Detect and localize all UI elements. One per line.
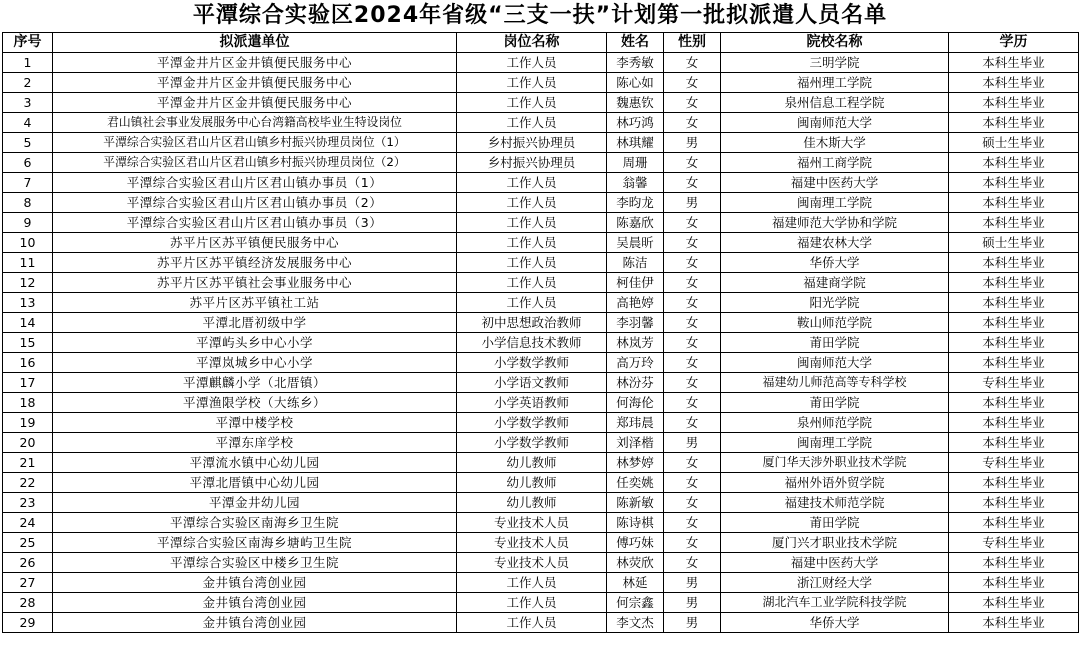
cell-degree: 硕士生毕业 (949, 233, 1079, 253)
cell-gender: 女 (664, 533, 721, 553)
cell-position: 小学语文教师 (457, 373, 607, 393)
cell-school: 华侨大学 (721, 613, 949, 633)
table-row (3, 373, 1079, 393)
cell-unit: 平潭综合实验区君山片区君山镇办事员（2） (53, 193, 457, 213)
cell-school: 闽南理工学院 (721, 193, 949, 213)
table-row (3, 53, 1079, 73)
cell-name: 陈新敏 (607, 493, 664, 513)
cell-position: 工作人员 (457, 613, 607, 633)
cell-position: 工作人员 (457, 113, 607, 133)
cell-school: 华侨大学 (721, 253, 949, 273)
cell-unit: 平潭北厝初级中学 (53, 313, 457, 333)
table-row (3, 353, 1079, 373)
cell-school: 莆田学院 (721, 333, 949, 353)
cell-unit: 平潭综合实验区君山片区君山镇办事员（1） (53, 173, 457, 193)
cell-gender: 女 (664, 213, 721, 233)
cell-gender: 男 (664, 593, 721, 613)
cell-school: 闽南师范大学 (721, 353, 949, 373)
table-row (3, 573, 1079, 593)
cell-index: 28 (3, 593, 53, 613)
cell-position: 工作人员 (457, 253, 607, 273)
cell-degree: 本科生毕业 (949, 473, 1079, 493)
cell-school: 福建师范大学协和学院 (721, 213, 949, 233)
cell-name: 任奕姚 (607, 473, 664, 493)
cell-index: 21 (3, 453, 53, 473)
cell-degree: 本科生毕业 (949, 353, 1079, 373)
cell-degree: 本科生毕业 (949, 333, 1079, 353)
cell-index: 19 (3, 413, 53, 433)
cell-unit: 君山镇社会事业发展服务中心台湾籍高校毕业生特设岗位 (53, 113, 457, 133)
cell-school: 闽南师范大学 (721, 113, 949, 133)
cell-unit: 平潭综合实验区南海乡塘屿卫生院 (53, 533, 457, 553)
cell-unit: 平潭金井幼儿园 (53, 493, 457, 513)
cell-name: 郑玮晨 (607, 413, 664, 433)
cell-position: 幼儿教师 (457, 453, 607, 473)
cell-unit: 平潭屿头乡中心小学 (53, 333, 457, 353)
cell-unit: 平潭综合实验区君山片区君山镇乡村振兴协理员岗位（1） (53, 133, 457, 153)
cell-position: 工作人员 (457, 73, 607, 93)
cell-index: 23 (3, 493, 53, 513)
cell-name: 李羽馨 (607, 313, 664, 333)
cell-index: 12 (3, 273, 53, 293)
cell-degree: 本科生毕业 (949, 513, 1079, 533)
cell-degree: 本科生毕业 (949, 433, 1079, 453)
cell-degree: 本科生毕业 (949, 193, 1079, 213)
table-row (3, 453, 1079, 473)
cell-degree: 专科生毕业 (949, 533, 1079, 553)
cell-school: 泉州师范学院 (721, 413, 949, 433)
cell-degree: 专科生毕业 (949, 373, 1079, 393)
cell-gender: 女 (664, 553, 721, 573)
cell-gender: 女 (664, 293, 721, 313)
table-row (3, 333, 1079, 353)
cell-degree: 本科生毕业 (949, 553, 1079, 573)
table-row (3, 413, 1079, 433)
personnel-table (2, 32, 1079, 633)
cell-index: 26 (3, 553, 53, 573)
cell-degree: 本科生毕业 (949, 53, 1079, 73)
cell-index: 4 (3, 113, 53, 133)
cell-gender: 女 (664, 253, 721, 273)
table-row (3, 193, 1079, 213)
cell-gender: 女 (664, 273, 721, 293)
cell-unit: 平潭金井片区金井镇便民服务中心 (53, 93, 457, 113)
cell-degree: 本科生毕业 (949, 253, 1079, 273)
cell-unit: 平潭东庠学校 (53, 433, 457, 453)
table-row (3, 113, 1079, 133)
cell-unit: 苏平片区苏平镇社工站 (53, 293, 457, 313)
table-row (3, 153, 1079, 173)
cell-index: 7 (3, 173, 53, 193)
cell-unit: 平潭麒麟小学（北厝镇） (53, 373, 457, 393)
cell-position: 工作人员 (457, 573, 607, 593)
cell-school: 福州外语外贸学院 (721, 473, 949, 493)
cell-school: 莆田学院 (721, 513, 949, 533)
cell-degree: 本科生毕业 (949, 173, 1079, 193)
cell-school: 福建中医药大学 (721, 553, 949, 573)
table-row (3, 253, 1079, 273)
cell-name: 李秀敏 (607, 53, 664, 73)
cell-position: 工作人员 (457, 173, 607, 193)
cell-school: 福州工商学院 (721, 153, 949, 173)
cell-name: 何海伦 (607, 393, 664, 413)
cell-school: 福建幼儿师范高等专科学校 (721, 373, 949, 393)
cell-index: 5 (3, 133, 53, 153)
cell-unit: 平潭岚城乡中心小学 (53, 353, 457, 373)
cell-unit: 平潭综合实验区南海乡卫生院 (53, 513, 457, 533)
cell-school: 福州理工学院 (721, 73, 949, 93)
cell-index: 29 (3, 613, 53, 633)
cell-school: 阳光学院 (721, 293, 949, 313)
cell-name: 陈嘉欣 (607, 213, 664, 233)
cell-index: 27 (3, 573, 53, 593)
cell-gender: 男 (664, 613, 721, 633)
table-row (3, 433, 1079, 453)
cell-name: 陈心如 (607, 73, 664, 93)
cell-school: 浙江财经大学 (721, 573, 949, 593)
cell-index: 1 (3, 53, 53, 73)
cell-position: 专业技术人员 (457, 553, 607, 573)
cell-unit: 平潭金井片区金井镇便民服务中心 (53, 73, 457, 93)
cell-name: 林汾芬 (607, 373, 664, 393)
cell-gender: 女 (664, 513, 721, 533)
cell-gender: 女 (664, 453, 721, 473)
cell-school: 泉州信息工程学院 (721, 93, 949, 113)
cell-name: 林巧鸿 (607, 113, 664, 133)
col-header-position: 岗位名称 (457, 33, 607, 53)
cell-unit: 平潭中楼学校 (53, 413, 457, 433)
cell-position: 工作人员 (457, 193, 607, 213)
col-header-index: 序号 (3, 33, 53, 53)
cell-degree: 本科生毕业 (949, 393, 1079, 413)
cell-unit: 平潭流水镇中心幼儿园 (53, 453, 457, 473)
cell-position: 工作人员 (457, 593, 607, 613)
cell-degree: 本科生毕业 (949, 93, 1079, 113)
cell-name: 林梦婷 (607, 453, 664, 473)
cell-position: 幼儿教师 (457, 473, 607, 493)
cell-position: 小学数学教师 (457, 433, 607, 453)
cell-unit: 苏平片区苏平镇经济发展服务中心 (53, 253, 457, 273)
cell-degree: 本科生毕业 (949, 293, 1079, 313)
cell-name: 吴晨昕 (607, 233, 664, 253)
cell-school: 佳木斯大学 (721, 133, 949, 153)
cell-position: 初中思想政治教师 (457, 313, 607, 333)
cell-index: 16 (3, 353, 53, 373)
cell-name: 林琪耀 (607, 133, 664, 153)
table-row (3, 133, 1079, 153)
cell-name: 李文杰 (607, 613, 664, 633)
cell-index: 13 (3, 293, 53, 313)
cell-name: 刘泽楷 (607, 433, 664, 453)
cell-school: 鞍山师范学院 (721, 313, 949, 333)
table-row (3, 493, 1079, 513)
cell-index: 20 (3, 433, 53, 453)
cell-degree: 本科生毕业 (949, 573, 1079, 593)
cell-position: 工作人员 (457, 233, 607, 253)
cell-degree: 本科生毕业 (949, 613, 1079, 633)
table-row (3, 173, 1079, 193)
cell-position: 小学信息技术教师 (457, 333, 607, 353)
cell-index: 8 (3, 193, 53, 213)
cell-gender: 女 (664, 233, 721, 253)
cell-gender: 女 (664, 153, 721, 173)
cell-position: 小学数学教师 (457, 353, 607, 373)
cell-degree: 本科生毕业 (949, 493, 1079, 513)
cell-index: 17 (3, 373, 53, 393)
cell-unit: 平潭综合实验区君山片区君山镇乡村振兴协理员岗位（2） (53, 153, 457, 173)
table-row (3, 593, 1079, 613)
table-row (3, 293, 1079, 313)
cell-name: 高艳婷 (607, 293, 664, 313)
cell-gender: 男 (664, 573, 721, 593)
table-row (3, 393, 1079, 413)
cell-gender: 女 (664, 333, 721, 353)
cell-position: 工作人员 (457, 93, 607, 113)
table-row (3, 553, 1079, 573)
table-body (3, 53, 1079, 633)
cell-school: 湖北汽车工业学院科技学院 (721, 593, 949, 613)
cell-school: 福建中医药大学 (721, 173, 949, 193)
cell-index: 25 (3, 533, 53, 553)
cell-position: 乡村振兴协理员 (457, 153, 607, 173)
cell-name: 柯佳伊 (607, 273, 664, 293)
cell-unit: 金井镇台湾创业园 (53, 573, 457, 593)
cell-degree: 本科生毕业 (949, 113, 1079, 133)
cell-index: 9 (3, 213, 53, 233)
cell-name: 周珊 (607, 153, 664, 173)
table-header (3, 33, 1079, 53)
cell-index: 18 (3, 393, 53, 413)
cell-degree: 本科生毕业 (949, 73, 1079, 93)
header-row (3, 33, 1079, 53)
cell-index: 6 (3, 153, 53, 173)
cell-position: 小学数学教师 (457, 413, 607, 433)
cell-school: 莆田学院 (721, 393, 949, 413)
cell-degree: 专科生毕业 (949, 453, 1079, 473)
cell-school: 福建农林大学 (721, 233, 949, 253)
cell-position: 工作人员 (457, 213, 607, 233)
cell-unit: 金井镇台湾创业园 (53, 593, 457, 613)
cell-gender: 女 (664, 353, 721, 373)
cell-index: 15 (3, 333, 53, 353)
table-row (3, 533, 1079, 553)
cell-unit: 苏平片区苏平镇便民服务中心 (53, 233, 457, 253)
table-row (3, 93, 1079, 113)
col-header-name: 姓名 (607, 33, 664, 53)
cell-unit: 平潭北厝镇中心幼儿园 (53, 473, 457, 493)
cell-name: 翁馨 (607, 173, 664, 193)
table-row (3, 513, 1079, 533)
cell-gender: 女 (664, 113, 721, 133)
col-header-degree: 学历 (949, 33, 1079, 53)
page-title: 平潭综合实验区2024年省级“三支一扶”计划第一批拟派遣人员名单 (192, 3, 888, 28)
table-row (3, 313, 1079, 333)
cell-gender: 女 (664, 173, 721, 193)
cell-name: 高万玲 (607, 353, 664, 373)
cell-name: 林岚芳 (607, 333, 664, 353)
cell-school: 福建商学院 (721, 273, 949, 293)
cell-unit: 金井镇台湾创业园 (53, 613, 457, 633)
cell-degree: 本科生毕业 (949, 313, 1079, 333)
cell-index: 10 (3, 233, 53, 253)
cell-unit: 平潭综合实验区中楼乡卫生院 (53, 553, 457, 573)
col-header-gender: 性别 (664, 33, 721, 53)
cell-index: 2 (3, 73, 53, 93)
cell-gender: 女 (664, 393, 721, 413)
cell-gender: 男 (664, 133, 721, 153)
cell-gender: 女 (664, 413, 721, 433)
cell-position: 工作人员 (457, 293, 607, 313)
col-header-school: 院校名称 (721, 33, 949, 53)
cell-gender: 女 (664, 313, 721, 333)
table-row (3, 233, 1079, 253)
cell-gender: 男 (664, 193, 721, 213)
table-row (3, 73, 1079, 93)
cell-gender: 女 (664, 473, 721, 493)
cell-name: 林延 (607, 573, 664, 593)
cell-gender: 女 (664, 73, 721, 93)
cell-gender: 男 (664, 433, 721, 453)
cell-degree: 本科生毕业 (949, 273, 1079, 293)
cell-degree: 本科生毕业 (949, 153, 1079, 173)
cell-school: 厦门兴才职业技术学院 (721, 533, 949, 553)
cell-school: 福建技术师范学院 (721, 493, 949, 513)
table-row (3, 213, 1079, 233)
cell-position: 小学英语教师 (457, 393, 607, 413)
cell-index: 14 (3, 313, 53, 333)
cell-unit: 平潭金井片区金井镇便民服务中心 (53, 53, 457, 73)
cell-degree: 本科生毕业 (949, 413, 1079, 433)
table-row (3, 273, 1079, 293)
cell-name: 林荧欣 (607, 553, 664, 573)
cell-gender: 女 (664, 493, 721, 513)
cell-gender: 女 (664, 373, 721, 393)
cell-index: 11 (3, 253, 53, 273)
cell-degree: 硕士生毕业 (949, 133, 1079, 153)
cell-name: 魏惠钦 (607, 93, 664, 113)
col-header-unit: 拟派遣单位 (53, 33, 457, 53)
cell-position: 工作人员 (457, 273, 607, 293)
cell-school: 闽南理工学院 (721, 433, 949, 453)
cell-gender: 女 (664, 53, 721, 73)
cell-degree: 本科生毕业 (949, 593, 1079, 613)
cell-degree: 本科生毕业 (949, 213, 1079, 233)
cell-position: 幼儿教师 (457, 493, 607, 513)
cell-name: 陈洁 (607, 253, 664, 273)
cell-name: 何宗鑫 (607, 593, 664, 613)
cell-position: 工作人员 (457, 53, 607, 73)
cell-position: 专业技术人员 (457, 533, 607, 553)
cell-school: 三明学院 (721, 53, 949, 73)
cell-position: 专业技术人员 (457, 513, 607, 533)
cell-index: 24 (3, 513, 53, 533)
cell-position: 乡村振兴协理员 (457, 133, 607, 153)
cell-name: 陈诗棋 (607, 513, 664, 533)
cell-unit: 平潭综合实验区君山片区君山镇办事员（3） (53, 213, 457, 233)
cell-index: 3 (3, 93, 53, 113)
table-row (3, 473, 1079, 493)
table-row (3, 613, 1079, 633)
cell-gender: 女 (664, 93, 721, 113)
cell-unit: 平潭渔限学校（大练乡） (53, 393, 457, 413)
cell-name: 傅巧妹 (607, 533, 664, 553)
cell-index: 22 (3, 473, 53, 493)
cell-school: 厦门华天涉外职业技术学院 (721, 453, 949, 473)
cell-name: 李昀龙 (607, 193, 664, 213)
cell-unit: 苏平片区苏平镇社会事业服务中心 (53, 273, 457, 293)
